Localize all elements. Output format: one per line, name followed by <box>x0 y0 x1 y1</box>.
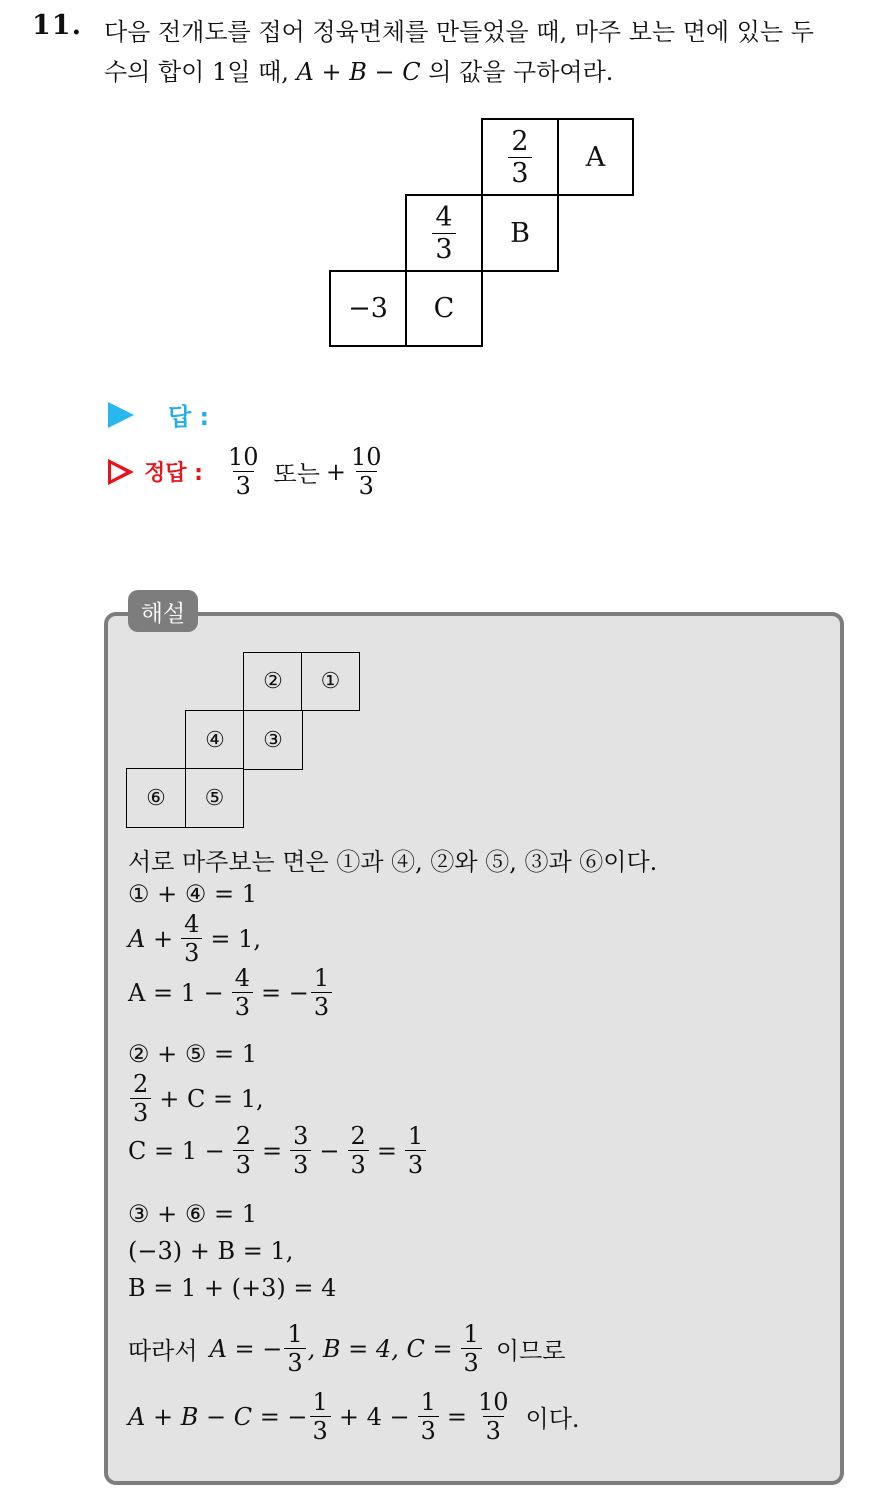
solution-line-5: $\frac{2}{3}$ + C = 1, <box>128 1072 264 1125</box>
solution-cell-3: ③ <box>243 710 303 770</box>
answer-connector: 또는 <box>273 460 320 488</box>
question-line-1: 다음 전개도를 접어 정육면체를 만들었을 때, 마주 보는 면에 있는 두 <box>104 18 814 46</box>
question-text <box>104 12 864 92</box>
solution-line-8: (−3) + B = 1, <box>128 1237 294 1265</box>
solution-line-6: C = 1 − $\frac{2}{3}$ = $\frac{3}{3}$ − $\frac{2}{3}$ = $\frac{1}{3}$ <box>128 1124 428 1177</box>
question-line-2: 수의 합이 1일 때, A + B − C 의 값을 구하여라. <box>104 58 614 86</box>
question-number: 11. <box>32 10 82 41</box>
net-face-a: A <box>557 118 634 196</box>
net-face-top-fraction: $\frac{2}{3}$ <box>481 118 559 196</box>
solution-line-2: A + $\frac{4}{3}$ = 1, <box>128 910 261 967</box>
solution-cell-6: ⑥ <box>126 768 186 828</box>
solution-tag: 해설 <box>128 590 198 632</box>
outline-arrow-icon <box>108 459 134 485</box>
net-face-c: C <box>405 270 483 347</box>
expression: A + B − C <box>296 58 421 86</box>
net-face-minus-three: −3 <box>329 270 407 347</box>
solution-line-7: ③ + ⑥ = 1 <box>128 1200 258 1228</box>
solution-line-3: A = 1 − $\frac{4}{3}$ = − $\frac{1}{3}$ <box>128 966 334 1019</box>
solution-line-11: A + B − C = − $\frac{1}{3}$ + 4 − $\frac{1}{3}$ = $\frac{10}{3}$ 이다. <box>128 1388 580 1445</box>
answer-fraction-2: $\frac{10}{3}$ <box>351 443 382 500</box>
play-arrow-icon <box>108 402 134 428</box>
solution-line-10: 따라서 A = − $\frac{1}{3}$ , B = 4, C = $\frac{1}{3}$ 이므로 <box>128 1320 566 1377</box>
solution-line-9: B = 1 + (+3) = 4 <box>128 1274 337 1302</box>
answer-fraction-1: $\frac{10}{3}$ <box>227 443 259 500</box>
correct-answer-label: 정답 : <box>144 461 203 486</box>
correct-answer-row <box>108 445 387 498</box>
solution-cell-5: ⑤ <box>185 768 244 828</box>
solution-sentence: 서로 마주보는 면은 ①과 ④, ②와 ⑤, ③과 ⑥이다. <box>128 848 658 876</box>
answer-row <box>108 397 209 432</box>
solution-cell-4: ④ <box>185 710 245 770</box>
answer-plus: + <box>325 457 346 486</box>
net-face-mid-fraction: $\frac{4}{3}$ <box>405 194 483 272</box>
solution-line-1: ① + ④ = 1 <box>128 880 258 908</box>
net-face-b: B <box>481 194 559 272</box>
solution-cell-2: ② <box>243 652 303 711</box>
answer-label: 답 : <box>168 403 210 431</box>
solution-cell-1: ① <box>301 652 360 711</box>
solution-line-4: ② + ⑤ = 1 <box>128 1040 258 1068</box>
